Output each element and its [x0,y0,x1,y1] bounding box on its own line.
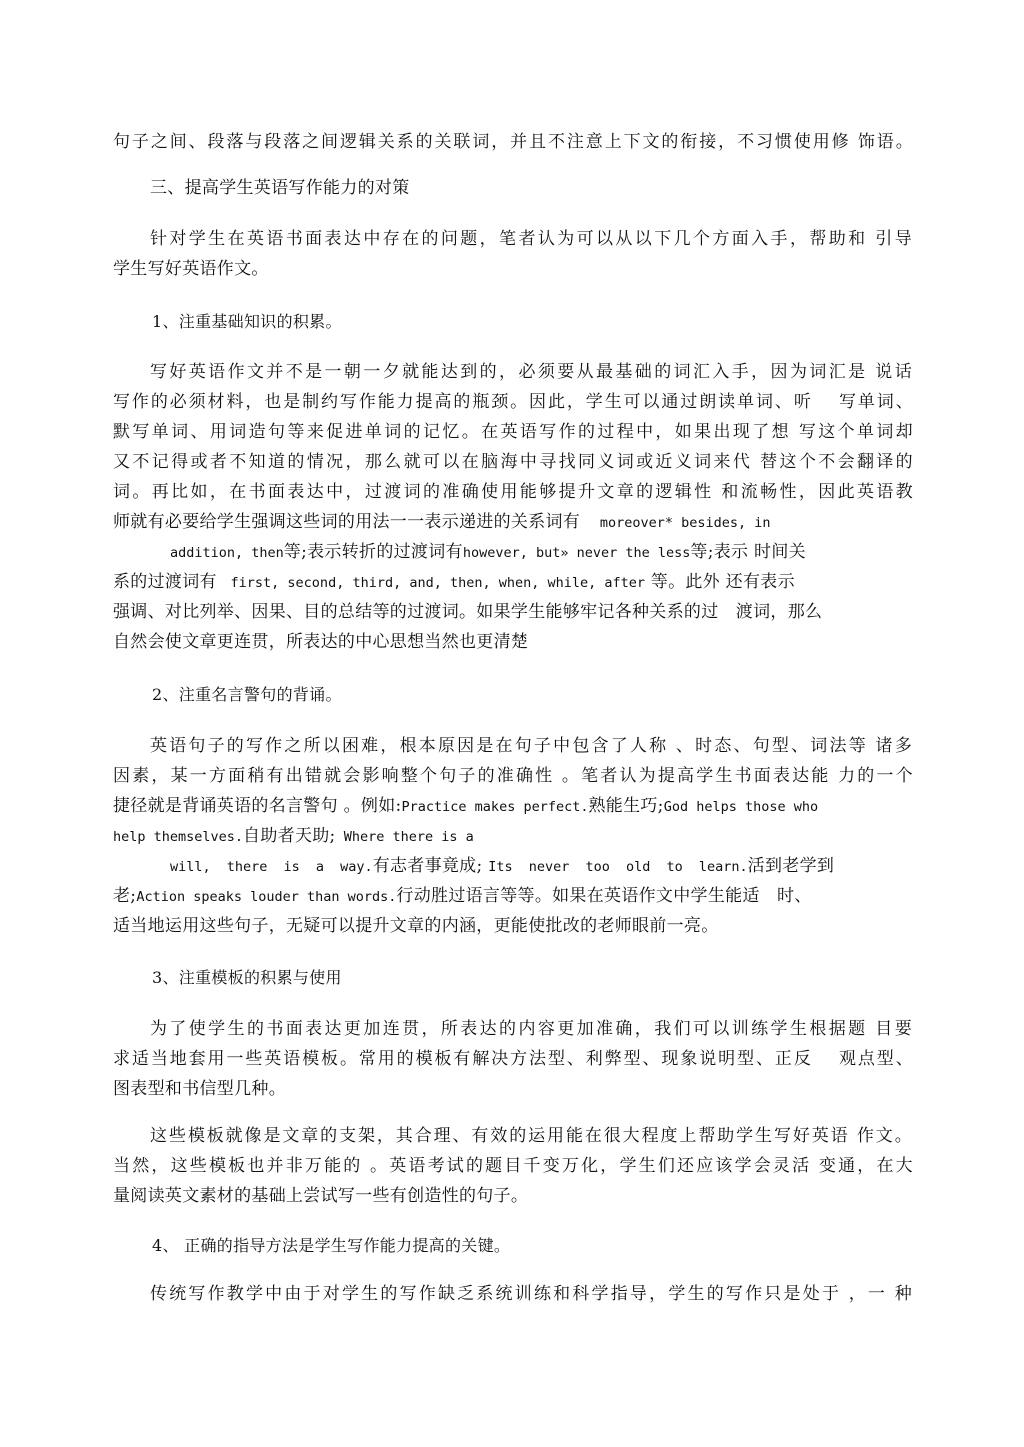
english-term: Practice makes perfect. [401,799,589,815]
english-term: addition, then [170,545,284,561]
paragraph-line: 写作的必须材料，也是制约写作能力提高的瓶颈。因此，学生可以通过朗读单词、听 写单词、 [113,392,913,412]
paragraph-line: 词。再比如，在书面表达中，过渡词的准确使用能够提升文章的逻辑性 和流畅性，因此英语教 [113,482,913,502]
english-term: Action speaks louder than words. [136,889,397,905]
english-term: will, there is a way. [170,859,373,875]
paragraph-line: 因素，某一方面稍有出错就会影响整个句子的准确性 。笔者认为提高学生书面表达能 力的一个 [113,766,913,786]
english-term: Where there is a [335,829,474,845]
paragraph-text: 传统写作教学中由于对学生的写作缺乏系统训练和科学指导，学生的写作只是处于 ，一 种 [150,1284,912,1304]
english-term: help themselves. [113,829,244,845]
paragraph-line [150,731,912,761]
paragraph-line: 默写单词、用词造句等来促进单词的记忆。在英语写作的过程中，如果出现了想 写这个单词却 [113,422,913,442]
paragraph-text: 等。此外 还有表示 [650,572,795,592]
paragraph-text: 捷径就是背诵英语的名言警句 。例如: [113,796,402,816]
paragraph-line [113,821,913,852]
paragraph-line [113,881,913,912]
paragraph-line [113,567,913,598]
english-term: however, but» never the less [462,545,691,561]
paragraph-line: 量阅读英文素材的基础上尝试写一些有创造性的句子。 [113,1186,529,1206]
paragraph-text: 这些模板就像是文章的支架，其合理、有效的运用能在很大程度上帮助学生写好英语 作文。 [150,1126,912,1146]
subheading: 2、注重名言警句的背诵。 [152,685,342,704]
paragraph-text: 师就有必要给学生强调这些词的用法一一表示递进的关系词有 [113,512,581,532]
paragraph-text: 活到老学到 [747,856,835,876]
paragraph-text: 写好英语作文并不是一朝一夕就能达到的，必须要从最基础的词汇入手，因为词汇是 说话 [150,362,912,382]
paragraph-text: 有志者事竟成; [372,856,489,876]
paragraph-line [170,537,910,568]
subheading: 1、注重基础知识的积累。 [152,312,342,331]
paragraph-text: 自助者天助; [243,826,336,846]
english-term: first, second, third, and, then, when, while, after [230,575,646,591]
subheading: 3、注重模板的积累与使用 [152,968,342,987]
paragraph-line [170,851,910,882]
paragraph-line [150,1014,912,1044]
paragraph-line [113,791,913,822]
paragraph-text: 等;表示 时间关 [690,542,806,562]
section-heading: 三、提高学生英语写作能力的对策 [150,178,410,198]
paragraph-line [150,1121,912,1151]
paragraph-line: 句子之间、段落与段落之间逻辑关系的关联词，并且不注意上下文的衔接，不习惯使用修 饰语。 [113,132,913,152]
paragraph-text: 英语句子的写作之所以困难，根本原因是在句子中包含了人称 、时态、句型、词法等 诸多 [150,736,912,756]
paragraph-line: 强调、对比列举、因果、目的总结等的过渡词。如果学生能够牢记各种关系的过 渡词，那么 [113,602,823,622]
paragraph-line [150,224,912,254]
english-term: moreover* besides, in [599,515,771,531]
subheading: 4、 正确的指导方法是学生写作能力提高的关键。 [152,1236,511,1255]
paragraph-text: 为了使学生的书面表达更加连贯，所表达的内容更加准确，我们可以训练学生根据题 目要 [150,1019,912,1039]
paragraph-line: 当然，这些模板也并非万能的 。英语考试的题目千变万化，学生们还应该学会灵活 变通，在大 [113,1156,913,1176]
paragraph-text: 行动胜过语言等等。如果在英语作文中学生能适 时、 [396,886,812,906]
paragraph-text: 系的过渡词有 [113,572,217,592]
paragraph-line: 图表型和书信型几种。 [113,1079,286,1099]
paragraph-line [113,507,913,538]
paragraph-line: 求适当地套用一些英语模板。常用的模板有解决方法型、利弊型、现象说明型、正反 观点型、 [113,1049,913,1069]
english-term: Its never too old to learn. [488,859,748,875]
paragraph-text: 等;表示转折的过渡词有 [283,542,463,562]
paragraph-text: 老; [113,886,137,906]
paragraph-line: 适当地运用这些句子，无疑可以提升文章的内涵，更能使批改的老师眼前一亮。 [113,916,719,936]
paragraph-line: 又不记得或者不知道的情况，那么就可以在脑海中寻找同义词或近义词来代 替这个不会翻译的 [113,452,913,472]
english-term: God helps those who [663,799,819,815]
paragraph-line: 自然会使文章更连贯，所表达的中心思想当然也更清楚 [113,632,529,652]
paragraph-text: 熟能生巧; [588,796,664,816]
paragraph-line: 学生写好英语作文。 [113,259,269,279]
paragraph-text: 针对学生在英语书面表达中存在的问题，笔者认为可以从以下几个方面入手，帮助和 引导 [150,229,912,249]
paragraph-line [150,357,912,387]
paragraph-line [150,1279,912,1309]
